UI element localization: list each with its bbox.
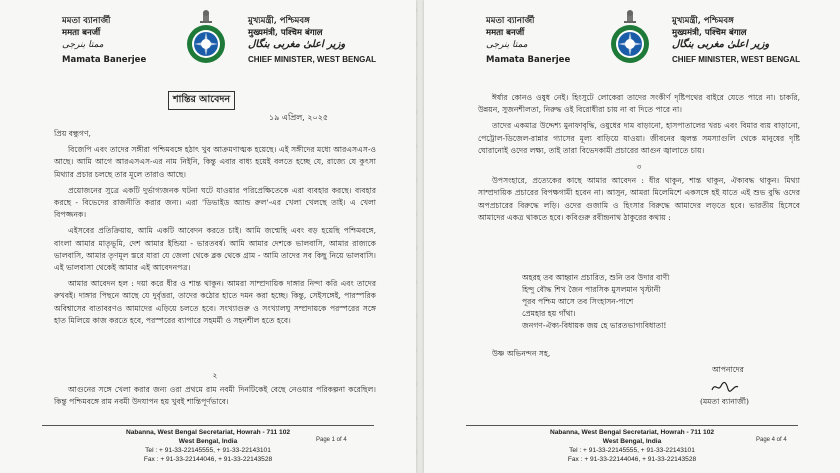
footer xyxy=(424,428,840,464)
letter-page-4 xyxy=(424,0,840,473)
hi-name: ममता बनर्जी xyxy=(486,28,525,38)
footer-divider xyxy=(42,425,374,426)
footer-state: West Bengal, India xyxy=(602,438,662,445)
west-bengal-emblem-icon xyxy=(610,24,650,64)
handwritten-signature xyxy=(710,380,740,394)
bn-title: মুখ্যমন্ত্রী, পশ্চিমবঙ্গ xyxy=(248,16,310,26)
paragraph: আগুনের সঙ্গে খেলা করার জন্য ওরা প্রথমে রাম নবমী দিনটিকেই বেছে নেওয়ার পরিকল্পনা করেছিল। কিন্তু পশ্চিমবঙ্গে রাম নবমী উদযাপন হয় খুবই শান্তিপূর্ণভাবে। xyxy=(54,385,376,407)
hi-title: मुख्यमंत्री, पश्चिम बंगाल xyxy=(248,28,323,38)
letter-title: শান্তির আবেদন xyxy=(168,91,235,110)
footer-tel: Tel : + 91-33-22145555, + 91-33-22143101 xyxy=(569,447,695,454)
verse-line: হিন্দু বৌদ্ধ শিখ জৈন পারসিক মুসলমান খৃস্টানী xyxy=(522,285,661,294)
footer xyxy=(0,428,416,464)
verse-line: অহরহ তব আহ্বান প্রচারিত, শুনি তব উদার বাণী xyxy=(522,273,670,282)
bn-title: মুখ্যমন্ত্রী, পশ্চিমবঙ্গ xyxy=(672,16,734,26)
footer-address: Nabanna, West Bengal Secretariat, Howrah - 711 102 xyxy=(125,429,291,436)
header-right-titles xyxy=(248,15,376,66)
paragraph: তাদের একমাত্র উদ্দেশ্য মুনাফাবৃদ্ধি, ওষুধের দাম বাড়ানো, হাসপাতালের খরচ এবং বিমার ব্যয় বাড়ানো, পেট্রোল-ডিজেল-রান্নার গ্যাসের মূল্য বাড়িয়ে যাওয়া। জীবনের জ্বলন্ত সমস্যাগুলি থেকে মানুষের দৃষ্টি ঘোরানোই ওদের লক্ষ্য, তাই তারা বিভেদকামী প্রচারের আগুন জ্বালাতে চায়। xyxy=(478,121,800,155)
page-marker: ৩ xyxy=(636,162,642,172)
footer-address: Nabanna, West Bengal Secretariat, Howrah - 711 102 xyxy=(549,429,715,436)
ur-title: وزیر اعلیٰ مغربی بنگال xyxy=(248,39,346,50)
footer-divider xyxy=(466,425,798,426)
letter-page-1 xyxy=(0,0,416,473)
footer-fax: Fax : + 91-33-22144046, + 91-33-22143528 xyxy=(567,456,697,463)
lion-capital-icon xyxy=(196,10,216,24)
letter-date: ১৯ এপ্রিল, ২০২৫ xyxy=(269,113,329,122)
ur-name: ممتا بنرجی xyxy=(62,40,104,50)
header-left-names xyxy=(62,15,146,66)
en-title: CHIEF MINISTER, WEST BENGAL xyxy=(672,55,800,64)
hi-title: मुख्यमंत्री, पश्चिम बंगाल xyxy=(672,28,747,38)
signature-name: (মমতা ব্যানার্জী) xyxy=(700,397,750,406)
bn-name: মমতা ব্যানার্জী xyxy=(486,16,535,26)
footer-fax: Fax : + 91-33-22144046, + 91-33-22143528 xyxy=(143,456,273,463)
footer-state: West Bengal, India xyxy=(178,438,238,445)
west-bengal-emblem-icon xyxy=(186,24,226,64)
tagore-verse xyxy=(522,272,772,332)
header-right-titles xyxy=(672,15,800,66)
closing-yours: আপনাদের xyxy=(712,365,744,374)
footer-tel: Tel : + 91-33-22145555, + 91-33-22143101 xyxy=(145,447,271,454)
letter-body xyxy=(478,92,800,228)
header-left-names xyxy=(486,15,570,66)
letter-body xyxy=(54,128,376,331)
verse-line: পূরব পশ্চিম আসে তব সিংহাসন-পাশে xyxy=(522,297,634,306)
hi-name: ममता बनर्जी xyxy=(62,28,101,38)
page-marker: ২ xyxy=(212,371,218,380)
paragraph: প্রয়োজনের সুত্রে একটি দুর্ভাগ্যজনক ঘটনা ঘটে যাওয়ার পরিপ্রেক্ষিতেকে এরা ব্যবহার করছে। ব্যবহার করছে - বিভেদের রাজনীতি করার জন্য। এরা 'ডিভাইড অ্যান্ড রুল'-এর খেলা খেলছে তাই। এ খেলা বিপজ্জনক। xyxy=(54,185,376,220)
paragraph: বিজেপি এবং তাদের সঙ্গীরা পশ্চিমবঙ্গে হঠাৎ খুব আক্রমণাত্মক হয়েছে। এই সঙ্গীদের মধ্যে আরএসএস-ও আছে। আমি আগে আরএসএস-এর নাম নিইনি, কিন্তু এবার বাধ্য হয়েই বলতে হচ্ছে যে, রাজ্যে যে কুৎসা মিথ্যার প্রচার চলছে তার মূলে তারাও আছে। xyxy=(54,145,376,179)
verse-line: জনগণ-ঐক্য-বিধায়ক জয় হে ভারতভাগ্যবিধাতা! xyxy=(522,321,667,330)
verse-line: প্রেমহার হয় গাঁথা। xyxy=(522,309,576,318)
paragraph: ঈর্ষার কোনও ওষুধ নেই। হিংসুটে লোকেরা তাদের সংকীর্ণ দৃষ্টিপথের বাইরে যেতে পারে না। চাকরি, উন্নয়ন, সুজনশীলতা, নিরুদ্ধ ওই বিরোধীরা চায় না বা দিতে পারে না। xyxy=(478,93,800,115)
bn-name: মমতা ব্যানার্জী xyxy=(62,16,111,26)
page-number: Page 1 of 4 xyxy=(316,437,347,443)
en-name: Mamata Banerjee xyxy=(486,55,571,65)
en-name: Mamata Banerjee xyxy=(62,55,147,65)
salutation: প্রিয় বন্ধুগণ, xyxy=(54,129,91,138)
en-title: CHIEF MINISTER, WEST BENGAL xyxy=(248,55,376,64)
ur-title: وزیر اعلیٰ مغربی بنگال xyxy=(672,39,770,50)
lion-capital-icon xyxy=(620,10,640,24)
paragraph: আমার আবেদন হল : দয়া করে ধীর ও শান্ত থাকুন। আমরা সাম্প্রদায়িক দাঙ্গার নিন্দা করি এবং তাদের রুখবই। দাঙ্গার পিছনে আছে যে দুর্বৃত্তরা, তাদের কঠোর হাতে দমন করা হচ্ছে। কিন্তু, সেইসঙ্গেই, পারস্পরিক অবিশ্বাসের বাতাবরণও আমাদের এড়িয়ে চলতে হবে। সংখ্যাগুরু ও সংখ্যালঘু সম্প্রদায়কে পরস্পরের সঙ্গে হাত মিলিয়ে কাজ করতে হবে, পরস্পরের ব্যাপারে সহমর্মী ও সহনশীল হতে হবে। xyxy=(54,279,376,325)
paragraph: এইসবের প্রতিক্রিয়ায়, আমি একটি আবেদন করতে চাই। আমি জন্মেছি এবং বড় হয়েছি পশ্চিমবঙ্গে, বাংলা আমার মাতৃভূমি, দেশ আমার ইন্ডিয়া - ভারতবর্ষ। আমি আমার দেশকে ভালবাসি, আমার রাজ্যকে ভালবাসি, আমার তৃণমূল স্তরে যারা যে জেলা থেকে ব্লক থেকে গ্রাম - আমি তাদের সব কিছু নিয়ে ভালবাসি। এই ভালবাসা থেকেই আমার এই আবেদনপত্র। xyxy=(54,226,376,273)
closing-greeting: উষ্ণ অভিনন্দন সহ, xyxy=(492,349,551,358)
page-number: Page 4 of 4 xyxy=(756,437,787,443)
letter-continuation xyxy=(54,368,376,413)
paragraph: উপসংহারে, প্রত্যেকের কাছে আমার আবেদন : ধীর থাকুন, শান্ত থাকুন, ঐক্যবদ্ধ থাকুন। মিথ্যা সাম্প্রদায়িক প্রচারের বিপক্ষগামী হবেন না। আসুন, আমরা মিলেমিশে একসঙ্গে হই যাতে এই শুভ বুদ্ধি ওদের অপপ্রচারের বিরুদ্ধে লড়ি। ওদের গুজামি ও হিংসার বিরুদ্ধে আমাদের লড়তে হবে। ভারতীয় হিসেবে আমাদের একত্র থাকতে হবে। কবিগুরু রবীন্দ্রনাথ ঠাকুরের কথায় : xyxy=(478,176,800,222)
ur-name: ممتا بنرجی xyxy=(486,40,528,50)
